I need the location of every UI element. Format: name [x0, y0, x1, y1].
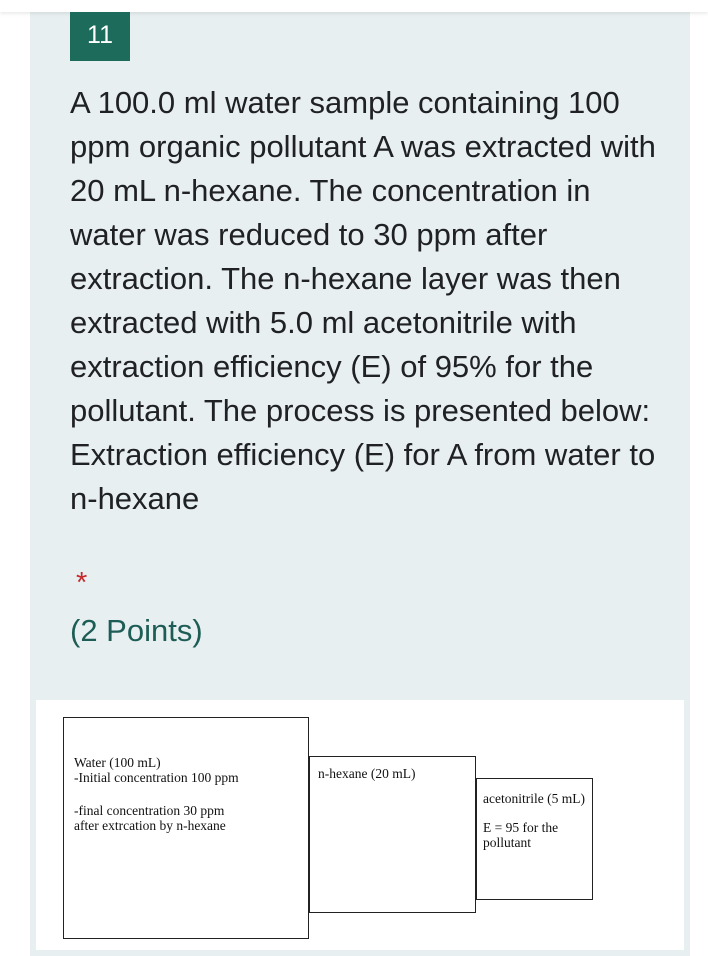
acetonitrile-box-title: acetonitrile (5 mL) — [483, 791, 585, 806]
top-bar — [0, 0, 708, 12]
question-image — [36, 700, 684, 950]
acetonitrile-box-efficiency: E = 95 for the — [483, 820, 559, 835]
question-number-badge: 11 — [70, 12, 130, 61]
acetonitrile-box — [476, 778, 593, 900]
hexane-box-title: n-hexane (20 mL) — [318, 766, 416, 781]
water-box — [63, 717, 309, 939]
water-box-initial: -Initial concentration 100 ppm — [74, 770, 239, 785]
question-points: (2 Points) — [70, 613, 203, 648]
required-marker: * — [76, 567, 88, 599]
acetonitrile-box-pollutant: pollutant — [483, 835, 531, 850]
water-box-after: after extrcation by n-hexane — [74, 818, 226, 833]
question-text: A 100.0 ml water sample containing 100 ppm organic pollutant A was extracted with 20 mL n-hexane. The concentration in water was reduced to 30 ppm after extraction. The n-hexane layer was then extracted with 5.0 ml acetonitrile with extraction efficiency (E) of 95% for the pollutant. The process is presented below: Extraction efficiency (E) for A from water to n-hexane — [70, 85, 656, 516]
hexane-box — [309, 756, 476, 913]
water-box-title: Water (100 mL) — [74, 755, 161, 770]
water-box-final: -final concentration 30 ppm — [74, 803, 225, 818]
